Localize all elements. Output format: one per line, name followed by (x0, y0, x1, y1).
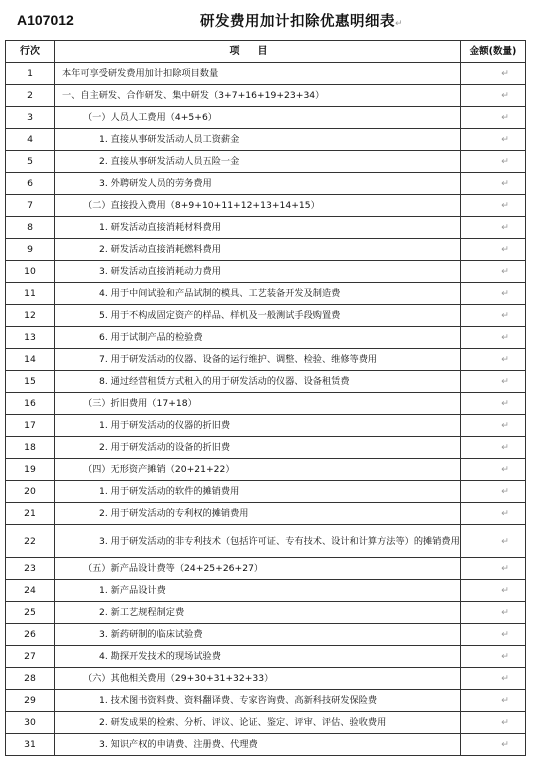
row-item (55, 668, 461, 690)
row-number (6, 371, 55, 393)
row-item (55, 624, 461, 646)
row-number (6, 668, 55, 690)
row-number (6, 734, 55, 756)
cell-mark: ↵ (501, 266, 509, 277)
cell-mark: ↵ (501, 178, 509, 189)
row-number (6, 624, 55, 646)
row-amount-cell[interactable] (461, 503, 526, 525)
row-number-text: 24 (24, 585, 36, 596)
cell-mark: ↵ (501, 651, 509, 662)
table-row (6, 525, 526, 558)
row-amount-cell[interactable] (461, 283, 526, 305)
row-amount-cell[interactable] (461, 415, 526, 437)
cell-mark: ↵ (501, 90, 509, 101)
row-item-text: 一、自主研发、合作研发、集中研发（3+7+16+19+23+34） (62, 90, 325, 101)
row-item-text: 7. 用于研发活动的仪器、设备的运行维护、调整、检验、维修等费用 (99, 354, 378, 365)
row-number-text: 20 (24, 486, 36, 497)
row-item-text: 1. 用于研发活动的仪器的折旧费 (99, 420, 231, 431)
row-item-text: 2. 用于研发活动的专利权的摊销费用 (99, 508, 249, 519)
row-item-text: （六）其他相关费用（29+30+31+32+33） (83, 673, 274, 684)
cell-mark: ↵ (501, 244, 509, 255)
row-number (6, 415, 55, 437)
row-number (6, 580, 55, 602)
row-item-text: 1. 技术图书资料费、资料翻译费、专家咨询费、高新科技研发保险费 (99, 695, 378, 706)
table-row (6, 85, 526, 107)
row-amount-cell[interactable] (461, 349, 526, 371)
row-item (55, 525, 461, 558)
table-row (6, 305, 526, 327)
table-row (6, 646, 526, 668)
row-item (55, 261, 461, 283)
cell-mark: ↵ (501, 629, 509, 640)
row-item (55, 305, 461, 327)
row-number-text: 28 (24, 673, 36, 684)
table-row (6, 503, 526, 525)
row-item-text: 3. 新药研制的临床试验费 (99, 629, 203, 640)
row-number-text: 5 (27, 156, 33, 167)
cell-mark: ↵ (501, 535, 509, 547)
row-number (6, 283, 55, 305)
row-item-text: 5. 用于不构成固定资产的样品、样机及一般测试手段购置费 (99, 310, 341, 321)
row-number-text: 23 (24, 563, 36, 574)
row-amount-cell[interactable] (461, 151, 526, 173)
row-number-text: 29 (24, 695, 36, 706)
row-number-text: 16 (24, 398, 36, 409)
row-item (55, 151, 461, 173)
row-number-text: 1 (27, 68, 33, 79)
row-number (6, 217, 55, 239)
cell-mark: ↵ (501, 508, 509, 519)
row-number-text: 13 (24, 332, 36, 343)
table-row (6, 371, 526, 393)
row-number-text: 10 (24, 266, 36, 277)
row-number-text: 26 (24, 629, 36, 640)
row-number-text: 21 (24, 508, 36, 519)
row-number (6, 503, 55, 525)
paragraph-mark: ↵ (395, 19, 404, 29)
cell-mark: ↵ (501, 288, 509, 299)
table-row (6, 437, 526, 459)
row-amount-cell[interactable] (461, 63, 526, 85)
row-amount-cell[interactable] (461, 525, 526, 558)
row-number (6, 646, 55, 668)
row-amount-cell[interactable] (461, 602, 526, 624)
row-number (6, 690, 55, 712)
row-item-text: 2. 用于研发活动的设备的折旧费 (99, 442, 231, 453)
row-amount-cell[interactable] (461, 129, 526, 151)
cell-mark: ↵ (501, 354, 509, 365)
row-item-text: 3. 研发活动直接消耗动力费用 (99, 266, 221, 277)
cell-mark: ↵ (501, 398, 509, 409)
row-number (6, 481, 55, 503)
cell-mark: ↵ (501, 563, 509, 574)
row-item-text: 1. 直接从事研发活动人员工资薪金 (99, 134, 240, 145)
row-number-text: 15 (24, 376, 36, 387)
row-item-text: 2. 直接从事研发活动人员五险一金 (99, 156, 240, 167)
table-row (6, 217, 526, 239)
cell-mark: ↵ (501, 376, 509, 387)
table-row (6, 481, 526, 503)
row-item (55, 646, 461, 668)
cell-mark: ↵ (501, 585, 509, 596)
cell-mark: ↵ (501, 607, 509, 618)
row-number (6, 107, 55, 129)
row-amount-cell[interactable] (461, 558, 526, 580)
row-amount-cell[interactable] (461, 393, 526, 415)
cell-mark: ↵ (501, 717, 509, 728)
table-body (6, 63, 526, 756)
row-number (6, 305, 55, 327)
row-item (55, 415, 461, 437)
form-title (200, 10, 403, 31)
row-number-text: 12 (24, 310, 36, 321)
row-amount-cell[interactable] (461, 437, 526, 459)
deduction-detail-table (5, 40, 526, 756)
row-amount-cell[interactable] (461, 646, 526, 668)
row-number (6, 151, 55, 173)
row-number-text: 31 (24, 739, 36, 750)
table-row (6, 239, 526, 261)
row-number-text: 8 (27, 222, 33, 233)
row-item-text: （三）折旧费用（17+18） (83, 398, 197, 409)
cell-mark: ↵ (501, 673, 509, 684)
row-item (55, 239, 461, 261)
form-header (0, 0, 536, 40)
table-row (6, 261, 526, 283)
cell-mark: ↵ (501, 695, 509, 706)
row-number (6, 327, 55, 349)
column-header-row-no: 行次 (6, 41, 55, 63)
row-item-text: 3. 用于研发活动的非专利技术（包括许可证、专有技术、设计和计算方法等）的摊销费用 (99, 535, 460, 547)
row-number (6, 558, 55, 580)
row-amount-cell[interactable] (461, 371, 526, 393)
column-header-amount: 金额(数量) (461, 41, 526, 63)
row-amount-cell[interactable] (461, 173, 526, 195)
row-item (55, 349, 461, 371)
table-row (6, 690, 526, 712)
row-amount-cell[interactable] (461, 107, 526, 129)
row-item (55, 195, 461, 217)
row-item (55, 690, 461, 712)
row-number-text: 19 (24, 464, 36, 475)
row-amount-cell[interactable] (461, 459, 526, 481)
row-number (6, 173, 55, 195)
row-item (55, 85, 461, 107)
row-number-text: 17 (24, 420, 36, 431)
row-amount-cell[interactable] (461, 239, 526, 261)
cell-mark: ↵ (501, 112, 509, 123)
cell-mark: ↵ (501, 464, 509, 475)
row-item-text: 1. 研发活动直接消耗材料费用 (99, 222, 221, 233)
row-number (6, 459, 55, 481)
row-number (6, 712, 55, 734)
table-row (6, 327, 526, 349)
table-row (6, 602, 526, 624)
row-item (55, 437, 461, 459)
table-row (6, 580, 526, 602)
row-amount-cell[interactable] (461, 85, 526, 107)
table-row (6, 195, 526, 217)
table-row (6, 734, 526, 756)
row-item (55, 173, 461, 195)
form-title-text: 研发费用加计扣除优惠明细表 (200, 14, 395, 30)
row-amount-cell[interactable] (461, 305, 526, 327)
row-number-text: 18 (24, 442, 36, 453)
cell-mark: ↵ (501, 156, 509, 167)
row-item (55, 503, 461, 525)
row-number (6, 437, 55, 459)
table-row (6, 349, 526, 371)
row-item (55, 459, 461, 481)
row-number (6, 239, 55, 261)
row-item-text: （二）直接投入费用（8+9+10+11+12+13+14+15） (83, 200, 320, 211)
row-amount-cell[interactable] (461, 327, 526, 349)
cell-mark: ↵ (501, 486, 509, 497)
row-item-text: 2. 研发活动直接消耗燃料费用 (99, 244, 221, 255)
row-item (55, 393, 461, 415)
row-item-text: 8. 通过经营租赁方式租入的用于研发活动的仪器、设备租赁费 (99, 376, 350, 387)
table-row (6, 668, 526, 690)
row-item-text: 1. 用于研发活动的软件的摊销费用 (99, 486, 240, 497)
row-item (55, 734, 461, 756)
row-amount-cell[interactable] (461, 668, 526, 690)
table-row (6, 558, 526, 580)
row-item (55, 371, 461, 393)
row-item-text: 4. 勘探开发技术的现场试验费 (99, 651, 221, 662)
row-item (55, 602, 461, 624)
table-row (6, 283, 526, 305)
row-item (55, 63, 461, 85)
row-item-text: 本年可享受研发费用加计扣除项目数量 (62, 68, 219, 79)
row-amount-cell[interactable] (461, 261, 526, 283)
row-number (6, 261, 55, 283)
table-row (6, 393, 526, 415)
row-amount-cell[interactable] (461, 734, 526, 756)
row-number (6, 85, 55, 107)
row-number (6, 129, 55, 151)
row-number (6, 393, 55, 415)
row-item-text: （一）人员人工费用（4+5+6） (83, 112, 217, 123)
row-item (55, 481, 461, 503)
table-row (6, 129, 526, 151)
row-item-text: （五）新产品设计费等（24+25+26+27） (83, 563, 264, 574)
row-number (6, 602, 55, 624)
cell-mark: ↵ (501, 442, 509, 453)
cell-mark: ↵ (501, 222, 509, 233)
row-item (55, 712, 461, 734)
cell-mark: ↵ (501, 420, 509, 431)
cell-mark: ↵ (501, 68, 509, 79)
row-item-text: 3. 外聘研发人员的劳务费用 (99, 178, 212, 189)
row-item (55, 558, 461, 580)
row-number-text: 22 (24, 535, 36, 547)
cell-mark: ↵ (501, 310, 509, 321)
row-number-text: 2 (27, 90, 33, 101)
row-item (55, 327, 461, 349)
row-amount-cell[interactable] (461, 217, 526, 239)
row-number-text: 6 (27, 178, 33, 189)
row-item-text: 4. 用于中间试验和产品试制的模具、工艺装备开发及制造费 (99, 288, 341, 299)
cell-mark: ↵ (501, 739, 509, 750)
column-header-item: 项目 (55, 41, 461, 63)
cell-mark: ↵ (501, 332, 509, 343)
row-number-text: 14 (24, 354, 36, 365)
row-number-text: 30 (24, 717, 36, 728)
row-number-text: 27 (24, 651, 36, 662)
row-number (6, 63, 55, 85)
row-item (55, 283, 461, 305)
row-item-text: （四）无形资产摊销（20+21+22） (83, 464, 235, 475)
table-row (6, 624, 526, 646)
table-row (6, 415, 526, 437)
row-number-text: 9 (27, 244, 33, 255)
row-amount-cell[interactable] (461, 195, 526, 217)
table-row (6, 459, 526, 481)
row-number (6, 349, 55, 371)
table-row (6, 151, 526, 173)
row-number-text: 25 (24, 607, 36, 618)
row-item-text: 3. 知识产权的申请费、注册费、代理费 (99, 739, 258, 750)
form-code: A107012 (17, 12, 74, 28)
row-amount-cell[interactable] (461, 712, 526, 734)
table-header-row (6, 41, 526, 63)
row-item-text: 2. 研发成果的检索、分析、评议、论证、鉴定、评审、评估、验收费用 (99, 717, 387, 728)
row-amount-cell[interactable] (461, 580, 526, 602)
table-row (6, 712, 526, 734)
row-item-text: 2. 新工艺规程制定费 (99, 607, 185, 618)
row-number-text: 3 (27, 112, 33, 123)
row-amount-cell[interactable] (461, 690, 526, 712)
cell-mark: ↵ (501, 200, 509, 211)
row-item (55, 580, 461, 602)
row-amount-cell[interactable] (461, 481, 526, 503)
table-row (6, 107, 526, 129)
table-row (6, 63, 526, 85)
row-item (55, 107, 461, 129)
row-item-text: 1. 新产品设计费 (99, 585, 166, 596)
cell-mark: ↵ (501, 134, 509, 145)
table-row (6, 173, 526, 195)
row-number (6, 195, 55, 217)
row-item (55, 129, 461, 151)
row-number-text: 7 (27, 200, 33, 211)
row-number-text: 11 (24, 288, 36, 299)
row-number-text: 4 (27, 134, 33, 145)
row-item-text: 6. 用于试制产品的检验费 (99, 332, 203, 343)
row-item (55, 217, 461, 239)
row-amount-cell[interactable] (461, 624, 526, 646)
row-number (6, 525, 55, 558)
